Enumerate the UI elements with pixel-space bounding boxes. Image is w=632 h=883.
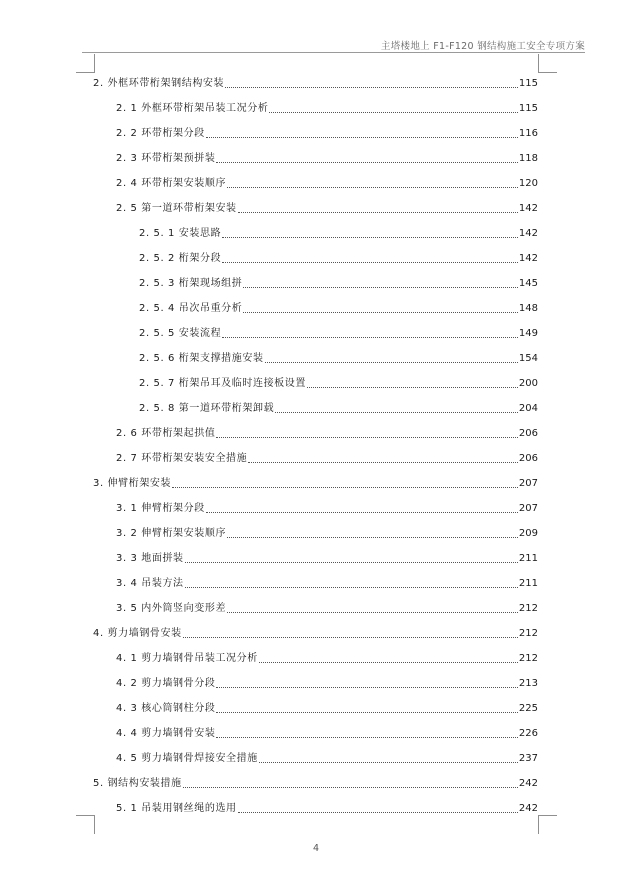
toc-entry[interactable]: [116, 596, 538, 621]
toc-entry[interactable]: [139, 271, 538, 296]
toc-entry-page-number: 209: [518, 527, 538, 539]
toc-entry[interactable]: [116, 146, 538, 171]
toc-entry-page-number: 207: [518, 477, 538, 489]
toc-entry-label: 4. 2 剪力墙钢骨分段: [116, 677, 216, 689]
toc-entry[interactable]: [116, 496, 538, 521]
toc-dot-leader: [216, 436, 517, 438]
toc-dot-leader: [238, 811, 518, 813]
toc-entry[interactable]: [116, 96, 538, 121]
toc-entry-label: 2. 5. 8 第一道环带桁架卸载: [139, 402, 275, 414]
toc-entry[interactable]: [93, 471, 538, 496]
toc-dot-leader: [269, 111, 517, 113]
toc-entry-label: 2. 1 外框环带桁架吊装工况分析: [116, 102, 269, 114]
toc-entry[interactable]: [116, 521, 538, 546]
toc-entry-label: 2. 5 第一道环带桁架安装: [116, 202, 237, 214]
toc-entry-page-number: 226: [518, 727, 538, 739]
toc-entry-page-number: 116: [518, 127, 538, 139]
toc-entry-page-number: 149: [518, 327, 538, 339]
toc-dot-leader: [225, 86, 518, 88]
toc-entry-label: 4. 4 剪力墙钢骨安装: [116, 727, 216, 739]
toc-entry-page-number: 145: [518, 277, 538, 289]
toc-entry-page-number: 142: [518, 202, 538, 214]
toc-entry-page-number: 142: [518, 252, 538, 264]
toc-dot-leader: [259, 661, 518, 663]
toc-dot-leader: [259, 761, 518, 763]
toc-entry[interactable]: [116, 696, 538, 721]
toc-entry-page-number: 142: [518, 227, 538, 239]
toc-entry[interactable]: [116, 671, 538, 696]
toc-entry-label: 2. 6 环带桁架起拱值: [116, 427, 216, 439]
toc-dot-leader: [227, 536, 518, 538]
toc-entry-page-number: 242: [518, 777, 538, 789]
toc-dot-leader: [216, 711, 517, 713]
crop-mark-bottom-right: [538, 815, 557, 834]
toc-entry[interactable]: [139, 296, 538, 321]
toc-dot-leader: [206, 511, 518, 513]
toc-entry-label: 3. 伸臂桁架安装: [93, 477, 172, 489]
toc-dot-leader: [216, 686, 517, 688]
toc-entry[interactable]: [139, 396, 538, 421]
toc-dot-leader: [206, 136, 518, 138]
toc-dot-leader: [238, 211, 518, 213]
toc-entry-label: 2. 3 环带桁架预拼装: [116, 152, 216, 164]
running-header-title: 主塔楼地上 F1-F120 钢结构施工安全专项方案: [380, 41, 585, 52]
toc-entry-label: 2. 5. 3 桁架现场组拼: [139, 277, 243, 289]
toc-dot-leader: [185, 586, 518, 588]
toc-entry[interactable]: [139, 346, 538, 371]
toc-entry-label: 5. 钢结构安装措施: [93, 777, 182, 789]
crop-mark-top-right: [538, 54, 557, 73]
toc-entry-label: 2. 5. 5 安装流程: [139, 327, 222, 339]
toc-entry-label: 4. 5 剪力墙钢骨焊接安全措施: [116, 752, 258, 764]
toc-dot-leader: [243, 311, 518, 313]
toc-entry-page-number: 204: [518, 402, 538, 414]
toc-dot-leader: [222, 261, 518, 263]
toc-dot-leader: [307, 386, 518, 388]
toc-entry-page-number: 211: [518, 552, 538, 564]
toc-entry-label: 2. 5. 6 桁架支撑措施安装: [139, 352, 264, 364]
toc-entry-page-number: 120: [518, 177, 538, 189]
toc-entry[interactable]: [116, 796, 538, 821]
toc-entry-page-number: 115: [518, 77, 538, 89]
toc-entry-page-number: 154: [518, 352, 538, 364]
toc-dot-leader: [222, 236, 518, 238]
toc-entry[interactable]: [116, 571, 538, 596]
toc-dot-leader: [216, 736, 517, 738]
toc-entry-label: 3. 5 内外筒竖向变形差: [116, 602, 227, 614]
toc-dot-leader: [227, 611, 518, 613]
toc-dot-leader: [216, 161, 517, 163]
toc-dot-leader: [172, 486, 518, 488]
crop-mark-bottom-left: [76, 815, 95, 834]
toc-entry[interactable]: [139, 371, 538, 396]
toc-dot-leader: [227, 186, 518, 188]
header-rule: [82, 52, 585, 53]
toc-entry[interactable]: [139, 246, 538, 271]
toc-entry-page-number: 148: [518, 302, 538, 314]
page-number: 4: [312, 843, 320, 854]
toc-entry-label: 2. 5. 7 桁架吊耳及临时连接板设置: [139, 377, 306, 389]
toc-entry-label: 2. 5. 1 安装思路: [139, 227, 222, 239]
toc-entry-label: 3. 4 吊装方法: [116, 577, 184, 589]
toc-entry[interactable]: [93, 71, 538, 96]
toc-dot-leader: [185, 561, 518, 563]
toc-entry-label: 2. 外框环带桁架钢结构安装: [93, 77, 225, 89]
toc-entry-label: 2. 7 环带桁架安装安全措施: [116, 452, 248, 464]
toc-entry-page-number: 213: [518, 677, 538, 689]
toc-entry-page-number: 242: [518, 802, 538, 814]
toc-entry[interactable]: [116, 421, 538, 446]
toc-dot-leader: [265, 361, 518, 363]
toc-entry[interactable]: [116, 646, 538, 671]
toc-entry[interactable]: [139, 321, 538, 346]
toc-entry-label: 4. 3 核心筒钢柱分段: [116, 702, 216, 714]
toc-dot-leader: [248, 461, 518, 463]
toc-entry[interactable]: [116, 746, 538, 771]
toc-entry[interactable]: [93, 771, 538, 796]
toc-dot-leader: [183, 636, 518, 638]
toc-dot-leader: [243, 286, 518, 288]
toc-entry-page-number: 237: [518, 752, 538, 764]
toc-entry[interactable]: [116, 721, 538, 746]
toc-entry-label: 4. 剪力墙钢骨安装: [93, 627, 182, 639]
toc-entry-label: 4. 1 剪力墙钢骨吊装工况分析: [116, 652, 258, 664]
toc-entry-page-number: 212: [518, 652, 538, 664]
toc-entry-label: 2. 5. 2 桁架分段: [139, 252, 222, 264]
toc-entry[interactable]: [116, 546, 538, 571]
toc-entry-label: 2. 5. 4 吊次吊重分析: [139, 302, 243, 314]
toc-entry-page-number: 212: [518, 627, 538, 639]
toc-entry-label: 2. 4 环带桁架安装顺序: [116, 177, 227, 189]
toc-entry-page-number: 115: [518, 102, 538, 114]
toc-entry-page-number: 200: [518, 377, 538, 389]
toc-entry-label: 3. 2 伸臂桁架安装顺序: [116, 527, 227, 539]
toc-entry-page-number: 212: [518, 602, 538, 614]
toc-entry-page-number: 207: [518, 502, 538, 514]
toc-entry-page-number: 118: [518, 152, 538, 164]
toc-entry[interactable]: [116, 121, 538, 146]
toc-entry[interactable]: [139, 221, 538, 246]
toc-entry-page-number: 206: [518, 427, 538, 439]
toc-dot-leader: [275, 411, 518, 413]
toc-entry-page-number: 225: [518, 702, 538, 714]
toc-dot-leader: [222, 336, 518, 338]
toc-entry-label: 3. 3 地面拼装: [116, 552, 184, 564]
toc-entry-label: 2. 2 环带桁架分段: [116, 127, 205, 139]
toc-entry-label: 3. 1 伸臂桁架分段: [116, 502, 205, 514]
toc-entry[interactable]: [93, 621, 538, 646]
toc-entry-page-number: 211: [518, 577, 538, 589]
toc-entry[interactable]: [116, 196, 538, 221]
toc-entry-label: 5. 1 吊装用钢丝绳的选用: [116, 802, 237, 814]
toc-entry[interactable]: [116, 446, 538, 471]
toc-entry-page-number: 206: [518, 452, 538, 464]
toc-entry[interactable]: [116, 171, 538, 196]
toc-dot-leader: [183, 786, 518, 788]
